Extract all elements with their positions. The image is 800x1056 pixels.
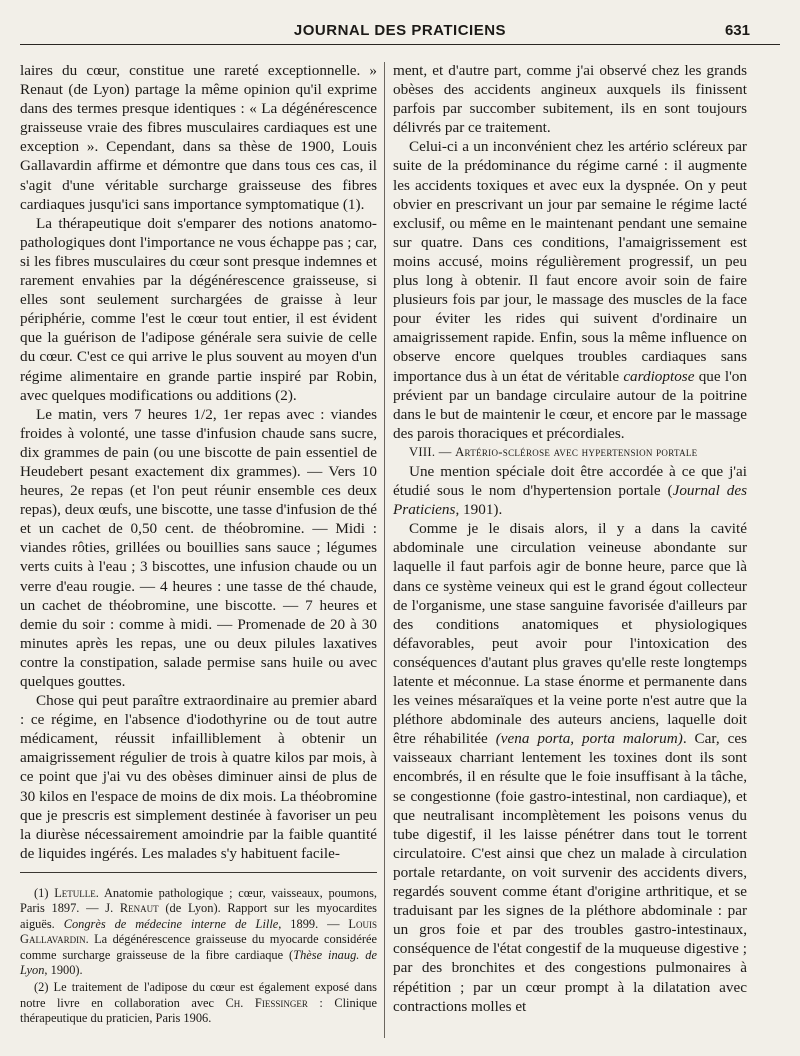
footnote-1: (1) Letulle. Anatomie pathologique ; cœur, vaisseaux, poumons, Paris 1897. — J. Renaut (de Lyon). Rapport sur les myocardites aiguës. Congrès de médecine interne de Lille, 1899. — Louis Gallavardin. La dégénérescence graisseuse du myocarde considérée comme surcharge graisseuse de la fibre cardiaque (Thèse inaug. de Lyon, 1900). [20, 886, 378, 978]
page-number: 631 [724, 22, 750, 39]
section-heading: VIII. — Artério-sclérose avec hypertension portale [409, 444, 698, 459]
left-column [20, 61, 377, 863]
running-head [20, 18, 780, 45]
paragraph: Celui-ci a un inconvénient chez les artério scléreux par suite de la prédominance du régime carné : il augmente les accidents toxiques et avec eux la dyspnée. On y peut obvier en prescrivant un jour par semaine le régime lacté exclusif, ou même en le maintenant pendant une semaine sur quatre. Dans ces conditions, l'amaigrissement est moins accusé, moins régulièrement progressif, un peu plus long à obtenir. Il faut encore avoir soin de faire plusieurs fois par jour, le massage des muscles de la face pour éviter les rides qui suivent d'ordinaire un amaigrissement rapide. Enfin, sous la même influence on observe encore quelques troubles cardiaques sans importance dus à un état de véritable cardioptose que l'on prévient par un bandage circulaire autour de la poitrine dans le but de maintenir le cœur, et encore par le massage des parois thoraciques et précordiales. [393, 138, 747, 442]
paragraph: Le matin, vers 7 heures 1/2, 1er repas avec : viandes froides à volonté, une tasse d'infusion chaude sans sucre, dix grammes de pain (ou une biscotte de pain essentiel de Heudebert pesant exactement dix grammes). — Vers 10 heures, 2e repas (et l'on peut réunir ensemble ces deux repas), deux œufs, une biscotte, une tasse d'infusion de thé et un cachet de 0,50 cent. de théobromine. — Midi : viandes rôties, grillées ou bouillies sans sauce ; légumes verts cuits à l'eau ; 3 biscottes, une infusion chaude ou un verre d'eau rougie. — 4 heures : une tasse de thé chaude, un cachet de théobromine, une biscotte. — 7 heures et demie du soir : comme à midi. — Promenade de 20 à 30 minutes après les repas, une ou deux pilules laxatives contre la constipation, salade permise sans huile ou avec quelques gouttes. [20, 405, 377, 690]
paragraph: Chose qui peut paraître extraordinaire au premier abard : ce régime, en l'absence d'iodothyrine ou de tout autre médicament, réussit infailliblement à obtenir un amaigrissement régulier de trois à quatre kilos par mois, à ce point que j'ai vu des obèses diminuer ainsi de plus de 30 kilos en l'espace de moins de dix mois. La théobromine que je prescris est simplement destinée à favoriser un peu la diurèse nécessairement amoindrie par la faible quantité de liquides ingérés. Les malades s'y habituent facile- [20, 692, 377, 862]
paragraph: Une mention spéciale doit être accordée à ce que j'ai étudié sous le nom d'hypertension portale (Journal des Praticiens, 1901). [393, 462, 747, 519]
column-divider [384, 62, 385, 1038]
footnote-rule [20, 872, 377, 873]
paragraph: La thérapeutique doit s'emparer des notions anatomo-pathologiques dont l'importance ne vous échappe pas ; car, si les fibres musculaires du cœur sont presque indemnes et rarement envahies par la dégénérescence graisseuse, si elles sont seulement surchargées de graisse à leur périphérie, comme l'est le cœur tout entier, il est évident que la guérison de l'adipose générale sera suivie de celle du cœur. C'est ce qui arrive le plus souvent au moyen d'un régime alimentaire en grande partie inspiré par Robin, avec quelques modifications ou additions (2). [20, 214, 377, 404]
footnotes [20, 886, 377, 1029]
right-column [393, 61, 747, 1016]
paragraph: Comme je le disais alors, il y a dans la cavité abdominale une circulation veineuse abondante sur laquelle il faut parfois agir de bonne heure, parce que là dans ce système veineux qui est le grand égout collecteur de l'organisme, une stase sanguine favorisée d'ailleurs par des conditions anatomiques et physiologiques défavorables, peut avoir pour l'intoxication des conséquences d'autant plus graves qu'elle reste longtemps latente et méconnue. La stase énorme et permanente dans les veines mésaraïques et la veine porte n'est autre que la pléthore abdominale des auteurs anciens, laquelle doit être réhabilitée (vena porta, porta malorum). Car, ces vaisseaux charriant lentement les toxines dont ils sont encombrés, il en résulte que le foie insuffisant à la tâche, se congestionne (foie gastro-intestinal, non cardiaque), et que neutralisant incomplètement les poisons venus du tube digestif, il les laisse pénétrer dans tout le torrent circulatoire. C'est ainsi que chez un malade à circulation portale retardante, on voit survenir des accidents divers, regardés souvent comme étant d'origine arthritique, et se traduisant par les signes de la pléthore abdominale : par un gros foie et par des troubles gastro-intestinaux, conséquence de l'état congestif de la muqueuse digestive ; par des bronchites et des congestions pulmonaires à répétition ; par un cœur prompt à la dilatation avec contractions molles et [393, 520, 747, 1015]
footnote-2: (2) Le traitement de l'adipose du cœur est également exposé dans notre livre en collaboration avec Ch. Fiessinger : Clinique thérapeutique du praticien, Paris 1906. [20, 980, 377, 1026]
paragraph: ment, et d'autre part, comme j'ai observé chez les grands obèses des accidents angineux auxquels ils finissent parfois par succomber subitement, ils en sont toujours délivrés par ce traitement. [393, 62, 747, 137]
journal-title: JOURNAL DES PRATICIENS [293, 22, 507, 39]
paragraph: laires du cœur, constitue une rareté exceptionnelle. » Renaut (de Lyon) partage la même opinion qu'il exprime dans des termes presque identiques : « La dégénérescence graisseuse vraie des fibres musculaires cardiaques est une exception ». Cependant, dans sa thèse de 1900, Louis Gallavardin affirme et démontre que dans tous ces cas, il s'agit d'une véritable surcharge graisseuse des fibres cardiaques jusqu'ici sans importance symptomatique (1). [20, 62, 377, 213]
